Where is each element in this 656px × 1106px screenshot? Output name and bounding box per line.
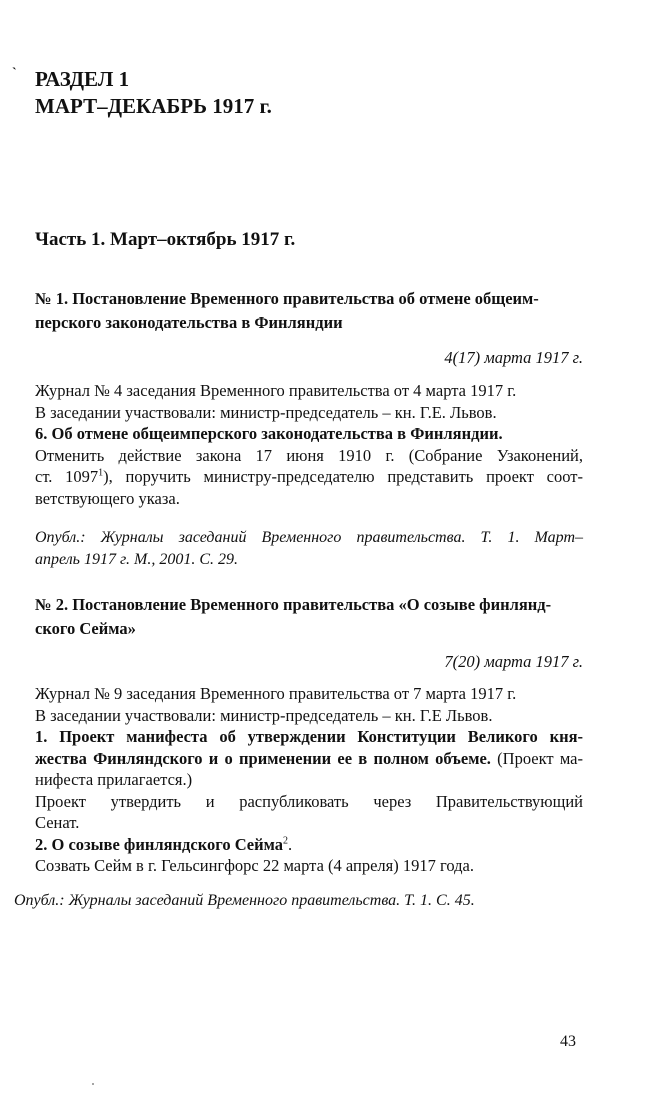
- doc2-item1-line2-bold: жества Финляндского и о применении ее в полном объеме.: [35, 748, 491, 768]
- doc2-item2-heading-text: 2. О созыве финляндского Сейма: [35, 834, 284, 854]
- doc1-pub-line2: апрель 1917 г. М., 2001. С. 29.: [35, 551, 238, 568]
- doc2-item1-line2-normal: (Проект ма-: [490, 748, 583, 768]
- doc1-journal: Журнал № 4 заседания Временного правительства от 4 марта 1917 г.: [35, 381, 517, 400]
- footnote-ref-1: 1: [98, 467, 104, 479]
- doc1-text-line2: [35, 466, 583, 488]
- part-title: Часть 1. Март–октябрь 1917 г.: [35, 229, 296, 250]
- footnote-ref-2: 2: [283, 835, 289, 846]
- doc2-heading-line1: № 2. Постановление Временного правительства «О созыве финлянд-: [35, 595, 552, 614]
- doc1-text-line1: Отменить действие закона 17 июня 1910 г. (Собрание Узаконений,: [35, 445, 583, 465]
- doc1-publication: [35, 527, 583, 571]
- doc2-item2-heading: [35, 834, 583, 856]
- doc1-participants: В заседании участвовали: министр-председатель – кн. Г.Е. Львов.: [35, 402, 497, 422]
- doc1-heading-line2: перского законодательства в Финляндии: [35, 313, 343, 332]
- doc2-item2-text: Созвать Сейм в г. Гельсингфорс 22 марта (4 апреля) 1917 года.: [35, 856, 474, 875]
- section-title-line2: МАРТ–ДЕКАБРЬ 1917 г.: [35, 94, 272, 118]
- doc1-date: 4(17) марта 1917 г.: [444, 348, 583, 367]
- doc1-text-line2-a: ст. 1097: [35, 467, 99, 486]
- doc2-body: [35, 683, 583, 877]
- doc2-participants: В заседании участвовали: министр-председатель – кн. Г.Е Львов.: [35, 705, 493, 725]
- doc1-text-line2-b: ), поручить министру-председателю представить проект соот-: [103, 467, 583, 486]
- doc2-item1-line1: 1. Проект манифеста об утверждении Конституции Великого кня-: [35, 727, 583, 746]
- doc2-date: 7(20) марта 1917 г.: [444, 652, 583, 671]
- doc1-text-line3: ветствующего указа.: [35, 488, 180, 508]
- doc2-item2-end: .: [288, 834, 293, 854]
- doc2-heading: [35, 593, 583, 641]
- doc2-item1-line3: нифеста прилагается.): [35, 770, 193, 789]
- page-number: 43: [560, 1033, 576, 1050]
- scan-speck: [92, 1083, 94, 1085]
- doc1-heading: [35, 287, 583, 335]
- doc2-decision-line1: Проект утвердить и распубликовать через Правительствующий: [35, 791, 583, 811]
- doc2-item1-line2: [35, 748, 583, 770]
- doc1-body: [35, 380, 583, 509]
- doc2-publication: Опубл.: Журналы заседаний Временного правительства. Т. 1. С. 45.: [14, 892, 475, 909]
- scan-mark: `: [12, 66, 17, 81]
- doc2-decision-line2: Сенат.: [35, 813, 80, 832]
- doc1-pub-line1: Опубл.: Журналы заседаний Временного правительства. Т. 1. Март–: [35, 529, 583, 546]
- doc1-item-heading: 6. Об отмене общеимперского законодательства в Финляндии.: [35, 424, 503, 443]
- doc2-journal: Журнал № 9 заседания Временного правительства от 7 марта 1917 г.: [35, 684, 517, 703]
- doc1-heading-line1: № 1. Постановление Временного правительства об отмене общеим-: [35, 289, 539, 308]
- section-title-line1: РАЗДЕЛ 1: [35, 67, 130, 91]
- doc2-heading-line2: ского Сейма»: [35, 619, 136, 638]
- section-heading: [35, 66, 272, 120]
